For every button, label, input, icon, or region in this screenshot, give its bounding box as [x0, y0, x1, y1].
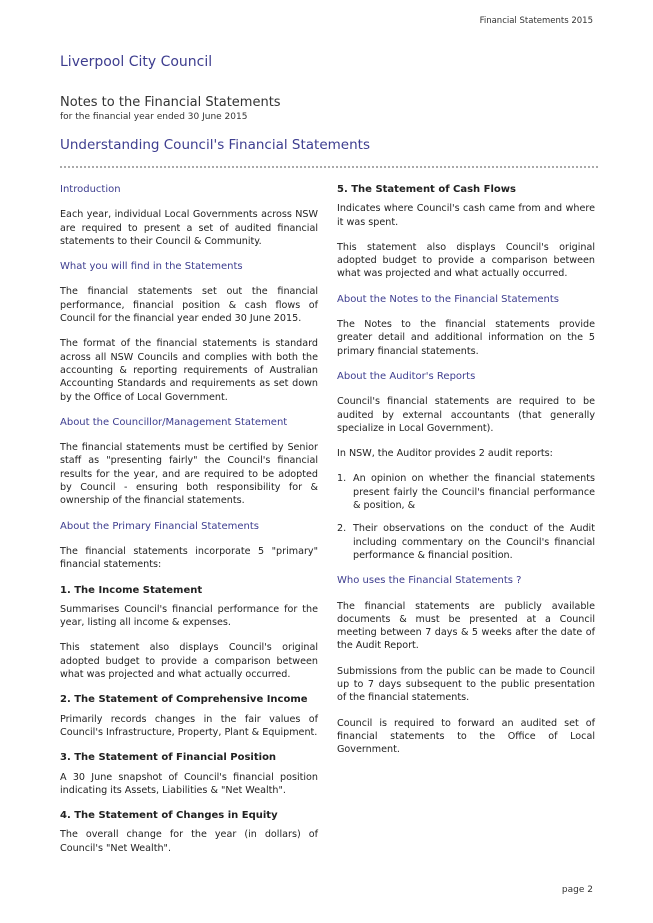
- paragraph: The financial statements are publicly available documents & must be presented at a Council meeting between 7 days & 5 weeks after the date of the Audit Report.: [337, 600, 595, 652]
- list-item-text: An opinion on whether the financial statements present fairly the Council's financial performance & position, &: [353, 473, 595, 512]
- notes-subtitle: for the financial year ended 30 June 2015: [60, 112, 248, 122]
- paragraph: Submissions from the public can be made to Council up to 7 days subsequent to the public presentation of the financial statements.: [337, 665, 595, 704]
- paragraph: Council is required to forward an audited set of financial statements to the Office of Local Government.: [337, 717, 595, 756]
- subheading-changes-in-equity: 4. The Statement of Changes in Equity: [60, 810, 278, 822]
- paragraph: This statement also displays Council's original adopted budget to provide a comparison between what was projected and what actually occurred.: [337, 241, 595, 280]
- dotted-divider: [60, 166, 598, 168]
- list-item: [337, 522, 595, 562]
- paragraph: Council's financial statements are required to be audited by external accountants (that generally specialize in Local Government).: [337, 396, 595, 434]
- paragraph: In NSW, the Auditor provides 2 audit reports:: [337, 448, 553, 460]
- paragraph: Primarily records changes in the fair values of Council's Infrastructure, Property, Plant & Equipment.: [60, 713, 318, 738]
- subheading-comprehensive-income: 2. The Statement of Comprehensive Income: [60, 694, 308, 706]
- subheading-cash-flows: 5. The Statement of Cash Flows: [337, 184, 516, 195]
- section-heading-councillor-statement: About the Councillor/Management Statement: [60, 416, 288, 428]
- subheading-income-statement: 1. The Income Statement: [60, 584, 203, 596]
- page-number: page 2: [561, 885, 593, 895]
- paragraph: The financial statements set out the financial performance, financial position & cash flows of Council for the financial year ended 30 June 2015.: [60, 286, 318, 325]
- paragraph: Indicates where Council's cash came from and where it was spent.: [337, 203, 595, 228]
- list-item-text: Their observations on the conduct of the Audit including commentary on the Council's financial performance & financial position.: [353, 523, 595, 561]
- paragraph: Summarises Council's financial performance for the year, listing all income & expenses.: [60, 603, 318, 629]
- left-column: [60, 183, 318, 867]
- list-item: [337, 472, 595, 512]
- paragraph: The Notes to the financial statements provide greater detail and additional information on the 5 primary financial statements.: [337, 319, 595, 357]
- section-heading-primary-statements: About the Primary Financial Statements: [60, 520, 259, 532]
- running-header: Financial Statements 2015: [479, 16, 593, 26]
- paragraph: The financial statements must be certified by Senior staff as "presenting fairly" the Council's financial results for the year, and are required to be adopted by Council - ensuring both responsibility for & ownership of the financial statements.: [60, 442, 318, 507]
- right-column: [337, 183, 595, 769]
- list-number: 2.: [337, 523, 347, 535]
- paragraph: Each year, individual Local Governments across NSW are required to present a set of audited financial statements to their Council & Community.: [60, 209, 318, 247]
- council-name: Liverpool City Council: [60, 54, 213, 70]
- paragraph: This statement also displays Council's original adopted budget to provide a comparison between what was projected and what actually occurred.: [60, 642, 318, 681]
- paragraph: The financial statements incorporate 5 "primary" financial statements:: [60, 545, 318, 571]
- paragraph: The format of the financial statements is standard across all NSW Councils and complies with both the accounting & reporting requirements of Australian Accounting Standards and requirements as set down by the Office of Local Government.: [60, 338, 318, 403]
- section-heading-notes: About the Notes to the Financial Statements: [337, 293, 560, 305]
- section-heading-what-you-will-find: What you will find in the Statements: [60, 261, 243, 273]
- section-heading-who-uses: Who uses the Financial Statements ?: [337, 575, 522, 587]
- audit-report-list: [337, 472, 595, 562]
- paragraph: A 30 June snapshot of Council's financial position indicating its Assets, Liabilities & "Net Wealth".: [60, 771, 318, 796]
- subheading-financial-position: 3. The Statement of Financial Position: [60, 752, 277, 764]
- section-heading-introduction: Introduction: [60, 184, 121, 195]
- list-number: 1.: [337, 473, 347, 485]
- notes-title: Notes to the Financial Statements: [60, 95, 281, 110]
- page-title: Understanding Council's Financial Statements: [60, 137, 370, 153]
- section-heading-auditors-reports: About the Auditor's Reports: [337, 370, 476, 382]
- paragraph: The overall change for the year (in dollars) of Council's "Net Wealth".: [60, 829, 318, 854]
